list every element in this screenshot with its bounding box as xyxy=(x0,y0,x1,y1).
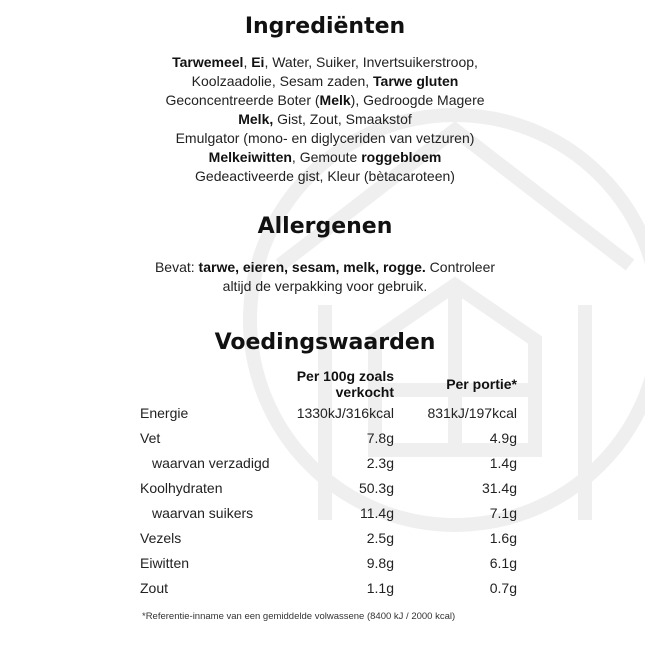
per-100g-value: 2.3g xyxy=(366,454,394,471)
footnote: *Referentie-inname van een gemiddelde volwassene (8400 kJ / 2000 kcal) xyxy=(142,611,456,622)
bold-text: Melk xyxy=(319,92,351,108)
bold-text: Ei xyxy=(251,54,265,70)
text-line xyxy=(0,91,650,110)
allergens-title: Allergenen xyxy=(257,214,393,239)
per-portion-value: 4.9g xyxy=(489,429,517,446)
per-100g-value: 9.8g xyxy=(366,554,394,571)
nutrition-title: Voedingswaarden xyxy=(214,330,436,355)
plain-text: , Water, Suiker, Invertsuikerstroop, xyxy=(264,54,478,70)
plain-text: Emulgator (mono- en diglyceriden van vetzuren) xyxy=(175,130,475,146)
bold-text: roggebloem xyxy=(361,149,442,165)
per-portion-value: 0.7g xyxy=(489,579,517,596)
per-portion-value: 1.4g xyxy=(489,454,517,471)
per-100g-value: 1330kJ/316kcal xyxy=(296,404,394,421)
nutrient-name: Eiwitten xyxy=(140,554,190,571)
nutrition-header-row xyxy=(140,368,517,400)
plain-text: , Gemoute xyxy=(291,149,362,165)
per-portion-value: 1.6g xyxy=(489,529,517,546)
plain-text: Gist, Zout, Smaakstof xyxy=(273,111,412,127)
text-line xyxy=(0,110,650,129)
nutrition-row xyxy=(140,450,517,475)
per-100g-header: Per 100g zoals verkocht xyxy=(296,368,394,400)
text-line xyxy=(0,167,650,186)
text-line xyxy=(0,148,650,167)
nutrition-table xyxy=(140,368,517,600)
text-line xyxy=(0,258,650,277)
plain-text: Gedeactiveerde gist, Kleur (bètacaroteen) xyxy=(195,168,455,184)
nutrient-name: Zout xyxy=(140,579,169,596)
bold-text: Tarwemeel xyxy=(172,54,244,70)
nutrient-name: Vezels xyxy=(140,529,182,546)
text-line xyxy=(0,53,650,72)
plain-text: ), Gedroogde Magere xyxy=(350,92,485,108)
allergens-text xyxy=(0,258,650,296)
ingredients-title: Ingrediënten xyxy=(244,14,406,39)
text-line xyxy=(0,72,650,91)
ingredients-text xyxy=(0,53,650,186)
plain-text: altijd de verpakking voor gebruik. xyxy=(222,278,428,294)
per-100g-value: 2.5g xyxy=(366,529,394,546)
plain-text: Bevat: xyxy=(154,259,199,275)
nutrient-name: waarvan verzadigd xyxy=(152,454,270,471)
per-portion-value: 831kJ/197kcal xyxy=(427,404,517,421)
nutrition-row xyxy=(140,525,517,550)
plain-text: Geconcentreerde Boter ( xyxy=(165,92,320,108)
nutrition-row xyxy=(140,550,517,575)
nutrition-row xyxy=(140,475,517,500)
bold-text: Melk, xyxy=(238,111,274,127)
bold-text: Tarwe gluten xyxy=(373,73,459,89)
per-portion-value: 7.1g xyxy=(489,504,517,521)
per-100g-value: 1.1g xyxy=(366,579,394,596)
per-portion-value: 31.4g xyxy=(481,479,517,496)
nutrient-name: Energie xyxy=(140,404,189,421)
bold-text: tarwe, eieren, sesam, melk, rogge. xyxy=(198,259,426,275)
nutrition-row xyxy=(140,575,517,600)
bold-text: Melkeiwitten xyxy=(208,149,292,165)
nutrient-header xyxy=(140,368,282,400)
plain-text: Controleer xyxy=(425,259,496,275)
nutrition-row xyxy=(140,400,517,425)
text-line xyxy=(0,277,650,296)
per-portion-value: 6.1g xyxy=(489,554,517,571)
nutrition-row xyxy=(140,500,517,525)
nutrient-name: Koolhydraten xyxy=(140,479,223,496)
text-line xyxy=(0,129,650,148)
per-100g-value: 11.4g xyxy=(360,504,394,521)
per-portion-header: Per portie* xyxy=(446,376,517,392)
nutrient-name: waarvan suikers xyxy=(152,504,254,521)
nutrition-row xyxy=(140,425,517,450)
nutrient-name: Vet xyxy=(140,429,161,446)
per-100g-value: 7.8g xyxy=(366,429,394,446)
per-100g-value: 50.3g xyxy=(358,479,394,496)
plain-text: , xyxy=(243,54,252,70)
plain-text: Koolzaadolie, Sesam zaden, xyxy=(191,73,374,89)
